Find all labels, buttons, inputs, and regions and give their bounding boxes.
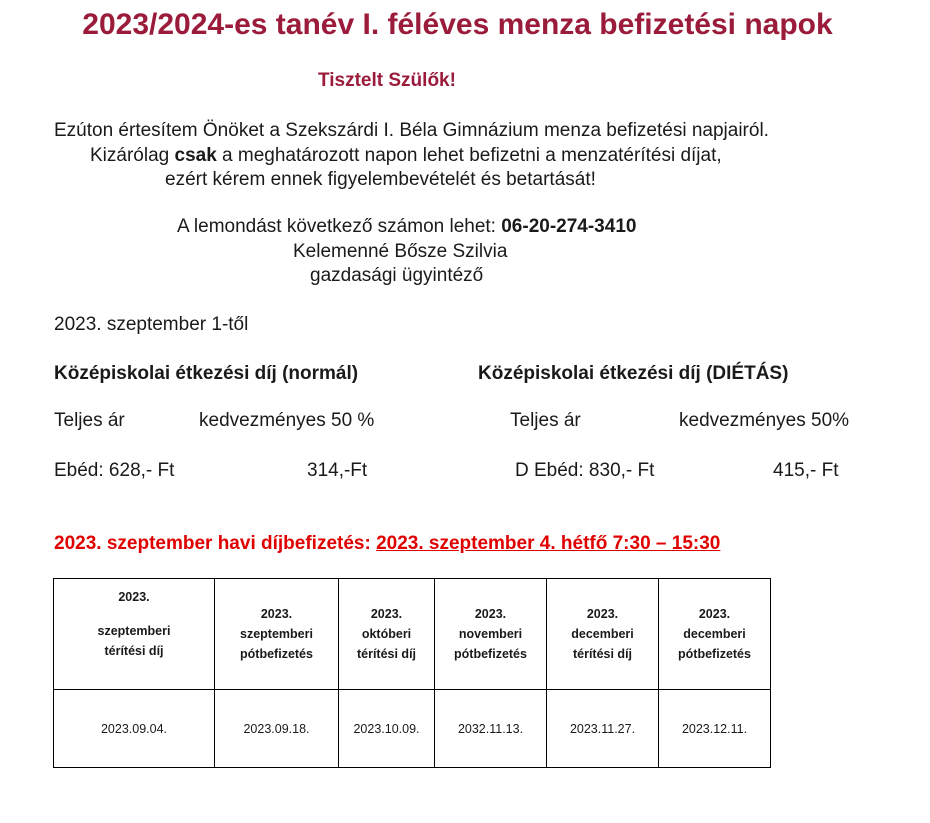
fee-diet-meal: D Ebéd: 830,- Ft xyxy=(515,460,655,481)
header-line-2: pótbefizetés xyxy=(678,647,751,661)
intro-line-2 xyxy=(90,145,722,167)
table-cell-date: 2023.10.09. xyxy=(339,690,435,768)
fee-diet-disc-label: kedvezményes 50% xyxy=(679,410,850,431)
header-line-1: novemberi xyxy=(458,627,523,641)
fee-normal-disc-label: kedvezményes 50 % xyxy=(199,410,375,431)
table-cell-date: 2032.11.13. xyxy=(435,690,547,768)
header-line-1: szeptemberi xyxy=(97,624,171,638)
contact-line xyxy=(177,216,636,238)
table-cell-date: 2023.09.18. xyxy=(215,690,339,768)
header-line-2: térítési díj xyxy=(572,647,633,661)
header-line-2: térítési díj xyxy=(356,647,417,661)
table-row xyxy=(54,690,771,768)
header-line-1: decemberi xyxy=(571,627,634,641)
header-year: 2023. xyxy=(586,607,619,621)
fee-normal-disc-price: 314,-Ft xyxy=(307,460,368,481)
page-title: 2023/2024-es tanév I. féléves menza befizetési napok xyxy=(82,8,833,41)
header-line-1: szeptemberi xyxy=(240,627,313,641)
header-line-1: októberi xyxy=(361,627,412,641)
table-header-cell xyxy=(54,579,215,690)
contact-role: gazdasági ügyintéző xyxy=(310,265,484,286)
fee-normal-heading: Középiskolai étkezési díj (normál) xyxy=(54,363,359,384)
table-cell-date: 2023.12.11. xyxy=(659,690,771,768)
header-year: 2023. xyxy=(118,590,150,604)
payment-schedule-table xyxy=(53,578,771,768)
header-year: 2023. xyxy=(370,607,403,621)
table-cell-date: 2023.09.04. xyxy=(54,690,215,768)
table-header-cell xyxy=(659,579,771,690)
header-line-2: térítési díj xyxy=(104,644,164,658)
header-year: 2023. xyxy=(260,607,293,621)
header-year: 2023. xyxy=(698,607,731,621)
contact-name: Kelemenné Bősze Szilvia xyxy=(293,241,508,262)
header-year: 2023. xyxy=(474,607,507,621)
table-header-cell xyxy=(339,579,435,690)
fee-normal-full-label: Teljes ár xyxy=(54,410,125,431)
greeting: Tisztelt Szülők! xyxy=(318,70,456,91)
intro-line-1: Ezúton értesítem Önöket a Szekszárdi I. Béla Gimnázium menza befizetési napjairól. xyxy=(54,120,769,141)
intro-line-3: ezért kérem ennek figyelembevételét és betartását! xyxy=(165,169,596,190)
table-header-cell xyxy=(215,579,339,690)
payment-notice xyxy=(54,533,720,555)
payment-notice-label: 2023. szeptember havi díjbefizetés: xyxy=(54,533,377,554)
contact-pre: A lemondást következő számon lehet: xyxy=(177,216,502,237)
table-header-cell xyxy=(435,579,547,690)
intro-line-2-bold: csak xyxy=(174,145,217,166)
fee-normal-meal: Ebéd: 628,- Ft xyxy=(54,460,175,481)
table-cell-date: 2023.11.27. xyxy=(547,690,659,768)
fee-diet-heading: Középiskolai étkezési díj (DIÉTÁS) xyxy=(478,363,789,384)
header-line-1: decemberi xyxy=(683,627,746,641)
fee-diet-full-label: Teljes ár xyxy=(510,410,581,431)
fee-diet-disc-price: 415,- Ft xyxy=(773,460,839,481)
table-header-row xyxy=(54,579,771,690)
header-line-2: pótbefizetés xyxy=(454,647,527,661)
intro-line-2-post: a meghatározott napon lehet befizetni a menzatérítési díjat, xyxy=(216,145,722,166)
contact-phone: 06-20-274-3410 xyxy=(501,216,637,237)
payment-notice-date: 2023. szeptember 4. hétfő 7:30 – 15:30 xyxy=(376,533,721,554)
effective-from: 2023. szeptember 1-től xyxy=(54,314,249,335)
intro-line-2-pre: Kizárólag xyxy=(90,145,175,166)
table-header-cell xyxy=(547,579,659,690)
header-line-2: pótbefizetés xyxy=(240,647,313,661)
